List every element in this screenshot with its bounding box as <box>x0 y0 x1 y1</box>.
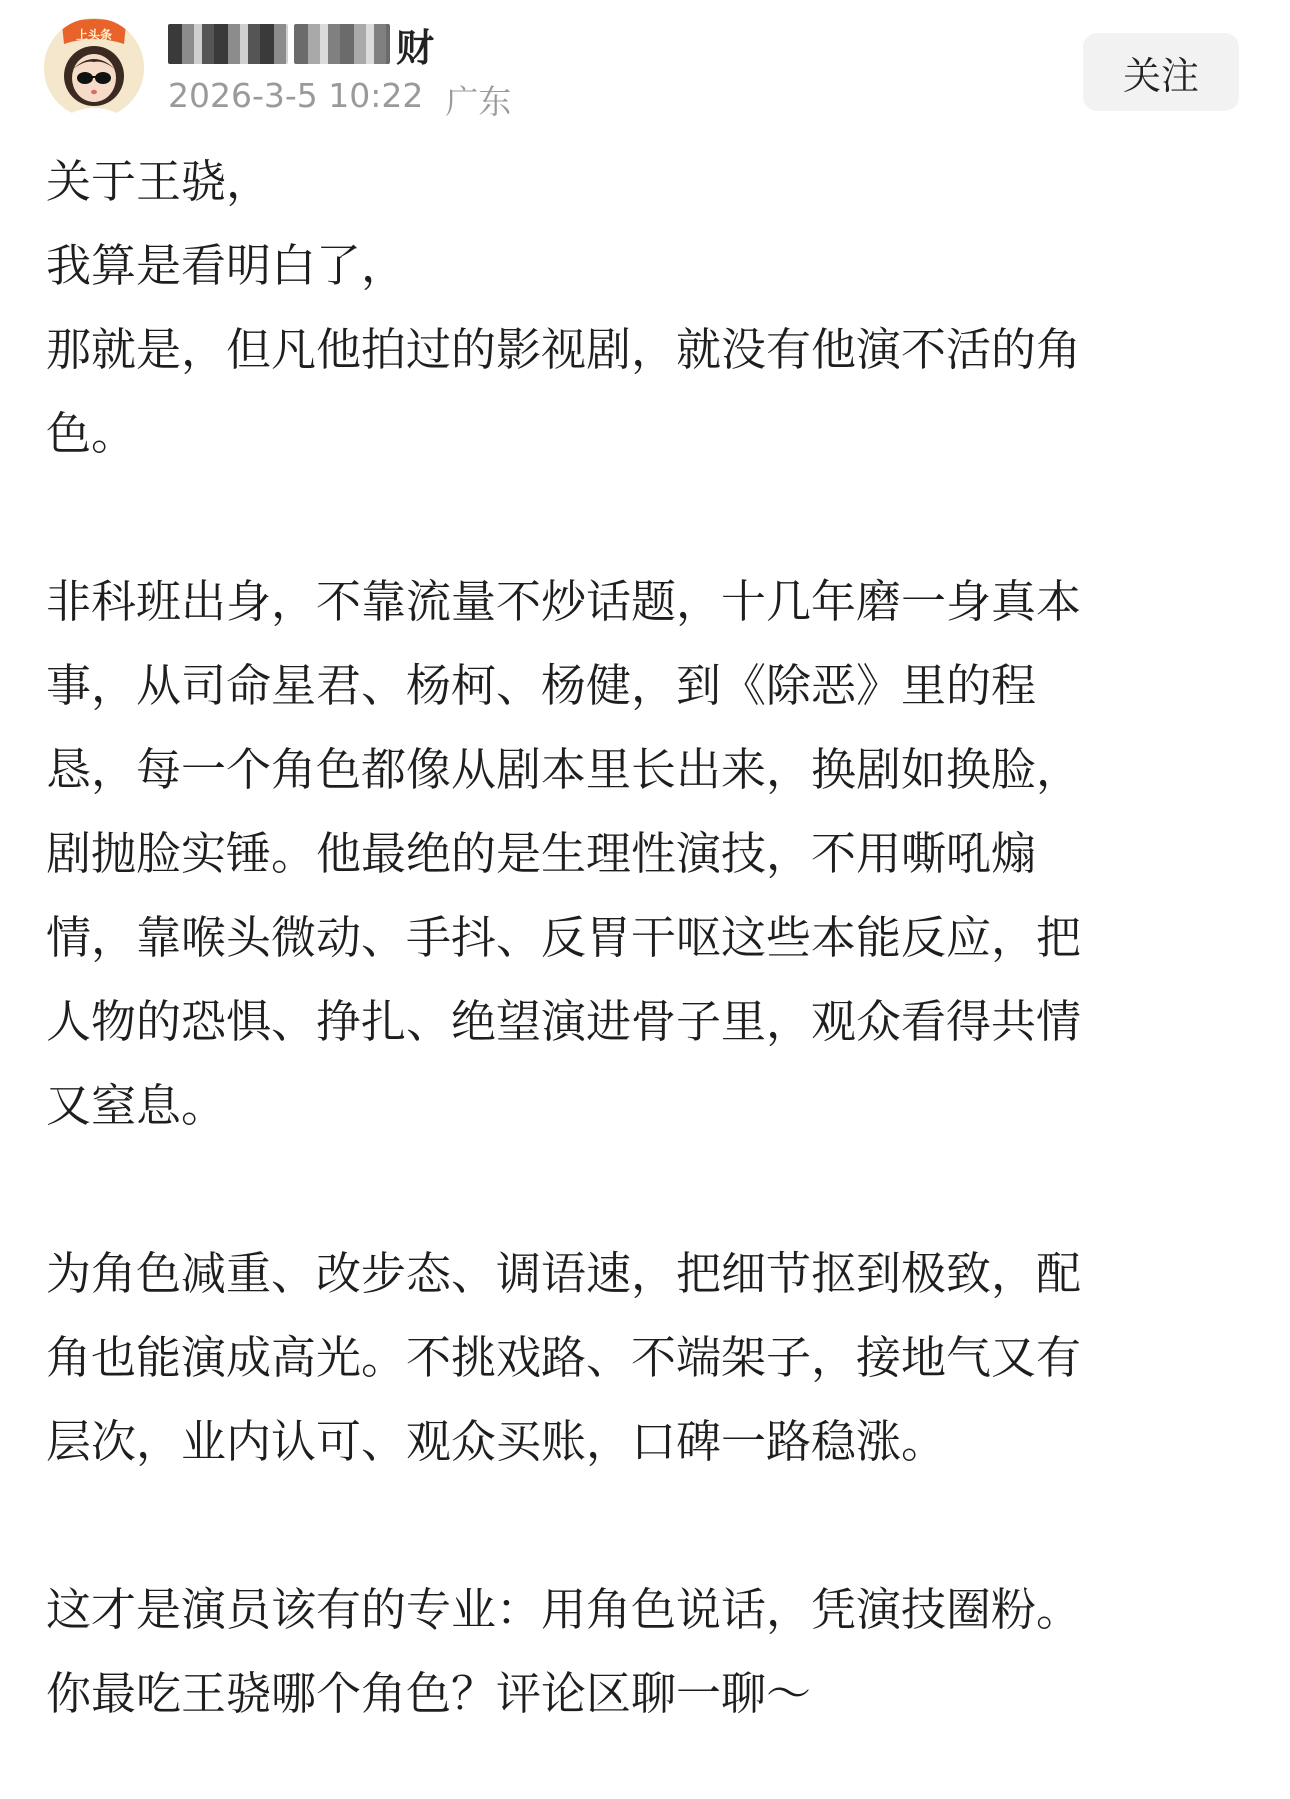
post-location: 广东 <box>445 82 512 121</box>
post-text-line: 那就是，但凡他拍过的影视剧，就没有他演不活的角 <box>46 323 1082 376</box>
follow-button[interactable]: 关注 <box>1083 33 1239 111</box>
post-text-line: 你最吃王骁哪个角色？评论区聊一聊～ <box>46 1667 812 1720</box>
name-redaction-mosaic <box>294 24 390 64</box>
post-text-line: 情，靠喉头微动、手抖、反胃干呕这些本能反应，把 <box>46 911 1082 964</box>
post-text-line: 事，从司命星君、杨柯、杨健，到《除恶》里的程 <box>46 659 1037 712</box>
post-text-line: 人物的恐惧、挣扎、绝望演进骨子里，观众看得共情 <box>46 995 1082 1048</box>
post-body <box>46 140 1246 1736</box>
avatar-image <box>44 18 144 118</box>
post-text-line: 我算是看明白了， <box>46 239 407 292</box>
post-text-line: 又窒息。 <box>46 1079 227 1132</box>
author-avatar[interactable] <box>44 18 144 118</box>
post-text-line: 为角色减重、改步态、调语速，把细节抠到极致，配 <box>46 1247 1082 1300</box>
post-text-line: 非科班出身，不靠流量不炒话题，十几年磨一身真本 <box>46 575 1082 628</box>
author-name-visible-text: 财 <box>396 25 436 70</box>
name-redaction-mosaic <box>168 24 288 64</box>
post-text-line: 剧抛脸实锤。他最绝的是生理性演技，不用嘶吼煽 <box>46 827 1037 880</box>
author-name[interactable] <box>168 20 435 68</box>
post-text-line: 层次，业内认可、观众买账，口碑一路稳涨。 <box>46 1415 947 1468</box>
avatar-badge-text: 上头条 <box>75 28 113 42</box>
post-text-line: 角也能演成高光。不挑戏路、不端架子，接地气又有 <box>46 1331 1082 1384</box>
paragraph-spacer <box>46 476 1246 560</box>
post-text-line: 这才是演员该有的专业：用角色说话，凭演技圈粉。 <box>46 1583 1082 1636</box>
post-text-line: 色。 <box>46 407 137 460</box>
post-header <box>0 0 1290 130</box>
post-text-line: 恳，每一个角色都像从剧本里长出来，换剧如换脸， <box>46 743 1082 796</box>
post-meta <box>168 76 511 123</box>
post-text-line: 关于王骁， <box>46 155 272 208</box>
paragraph-spacer <box>46 1148 1246 1232</box>
paragraph-spacer <box>46 1484 1246 1568</box>
post-timestamp: 2026-3-5 10:22 <box>168 76 424 115</box>
